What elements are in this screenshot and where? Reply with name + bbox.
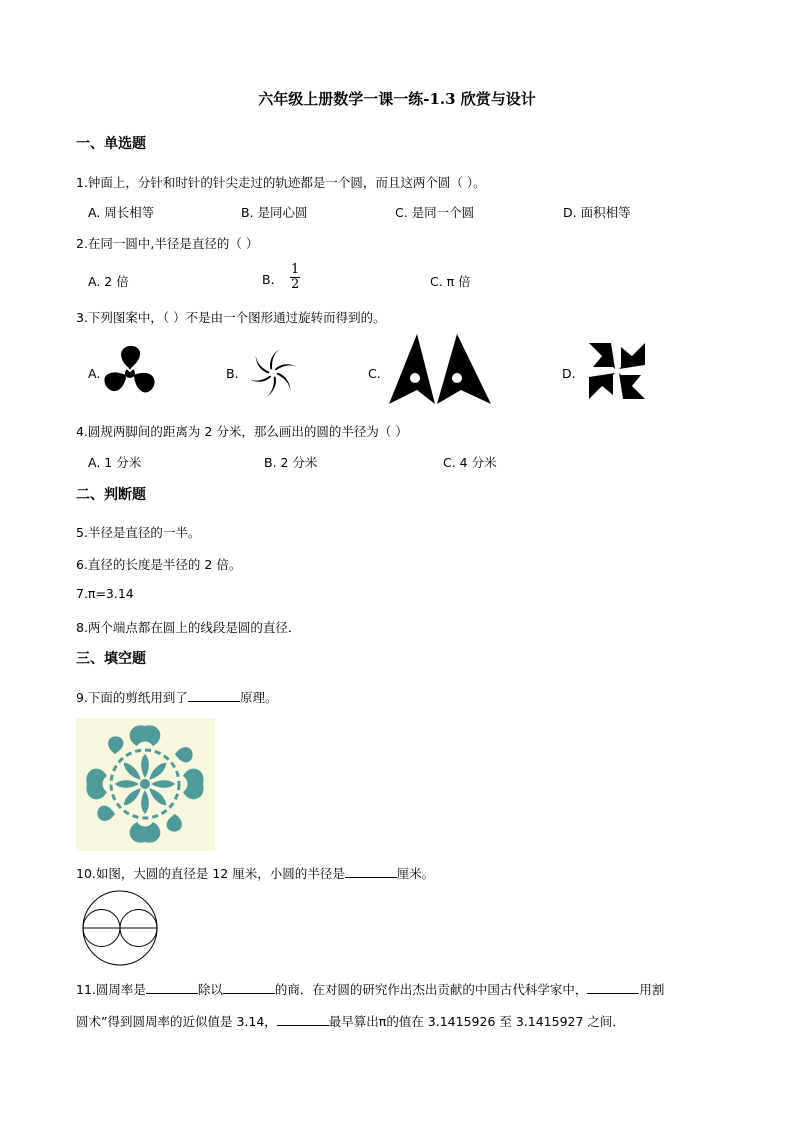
q3-figure-d-pinwheel (582, 340, 652, 402)
question-11-line-1 (76, 980, 664, 998)
q1-option-b[interactable]: B. 是同心圆 (241, 205, 308, 220)
circles-figure (80, 890, 160, 966)
question-7: 7.π=3.14 (76, 586, 134, 601)
q3-option-d-label[interactable]: D. (562, 366, 576, 381)
question-1: 1.钟面上，分针和时针的针尖走过的轨迹都是一个圆，而且这两个圆（ ）。 (76, 175, 486, 190)
q4-option-c[interactable]: C. 4 分米 (443, 455, 497, 470)
question-8: 8.两个端点都在圆上的线段是圆的直径． (76, 620, 301, 635)
question-3: 3.下列图案中，（ ）不是由一个图形通过旋转而得到的。 (76, 310, 386, 325)
q11-text-1: 11.圆周率是 (76, 982, 146, 997)
q11-text-2: 除以 (197, 982, 223, 997)
q2-option-b-fraction (290, 263, 300, 292)
q2-option-c[interactable]: C. π 倍 (430, 274, 471, 289)
section-heading-true-false: 二、判断题 (76, 487, 146, 503)
q2-option-b-label[interactable]: B. (262, 272, 275, 287)
papercut-image (76, 718, 215, 851)
q11-blank-1[interactable] (146, 981, 198, 994)
q3-option-b-label[interactable]: B. (226, 366, 239, 381)
q3-option-c-label[interactable]: C. (368, 366, 381, 381)
q1-option-c[interactable]: C. 是同一个圆 (395, 205, 475, 220)
q4-option-a[interactable]: A. 1 分米 (88, 455, 142, 470)
q11-text-6: 最早算出π的值在 3.1415926 至 3.1415927 之间． (328, 1014, 625, 1029)
q3-figure-b-swirl (243, 343, 303, 403)
section-heading-single-choice: 一、单选题 (76, 136, 146, 152)
q11-text-4: 用割 (639, 982, 665, 997)
question-6: 6.直径的长度是半径的 2 倍。 (76, 557, 242, 572)
q10-text-after: 厘米。 (396, 866, 435, 881)
q9-blank[interactable] (188, 689, 240, 702)
q1-option-a[interactable]: A. 周长相等 (88, 205, 155, 220)
question-9 (76, 688, 277, 706)
papercut-pattern (76, 718, 215, 851)
question-10 (76, 864, 434, 882)
q11-blank-3[interactable] (587, 981, 639, 994)
q2-option-a[interactable]: A. 2 倍 (88, 274, 129, 289)
question-4: 4.圆规两脚间的距离为 2 分米，那么画出的圆的半径为（ ） (76, 424, 408, 439)
fraction-denominator: 2 (291, 277, 300, 292)
question-2: 2.在同一圆中,半径是直径的（ ） (76, 236, 259, 251)
fraction-numerator: 1 (291, 262, 300, 277)
q11-blank-4[interactable] (277, 1013, 329, 1026)
q11-text-3: 的商．在对圆的研究作出杰出贡献的中国古代科学家中， (274, 982, 588, 997)
document-title: 六年级上册数学一课一练-1.3 欣赏与设计 (258, 90, 536, 108)
q3-option-a-label[interactable]: A. (88, 366, 101, 381)
q9-text-after: 原理。 (239, 690, 278, 705)
q1-option-d[interactable]: D. 面积相等 (563, 205, 631, 220)
question-5: 5.半径是直径的一半。 (76, 525, 201, 540)
q3-figure-c-triangles (385, 332, 495, 408)
q4-option-b[interactable]: B. 2 分米 (264, 455, 318, 470)
q10-text-before: 10.如图，大圆的直径是 12 厘米，小圆的半径是 (76, 866, 345, 881)
q11-blank-2[interactable] (223, 981, 275, 994)
section-heading-fill-blank: 三、填空题 (76, 651, 146, 667)
q10-blank[interactable] (345, 865, 397, 878)
question-11-line-2 (76, 1012, 625, 1030)
q9-text-before: 9.下面的剪纸用到了 (76, 690, 188, 705)
q11-text-5: 圆术”得到圆周率的近似值是 3.14， (76, 1014, 277, 1029)
q3-figure-a-three-petals (100, 345, 160, 401)
